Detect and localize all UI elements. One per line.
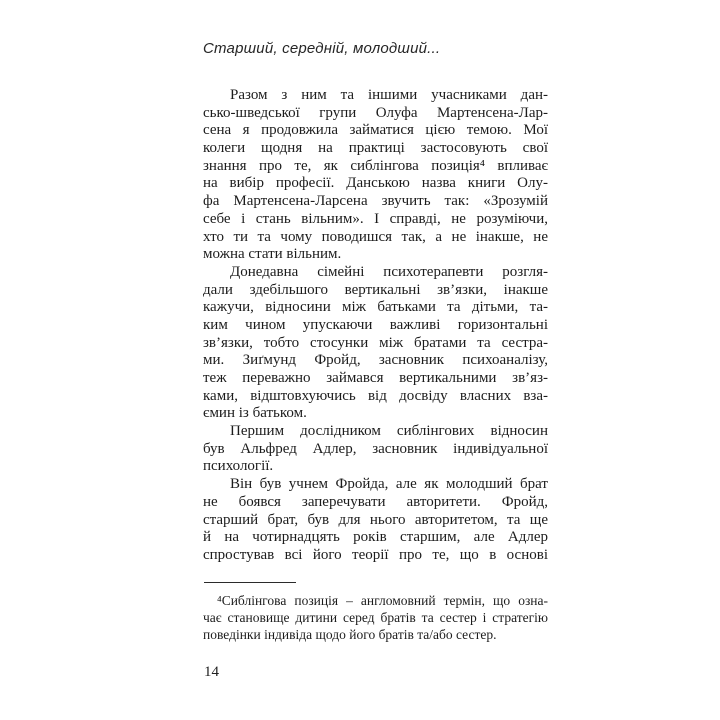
text-line: колеги щодня на практиці застосовують свої [203,140,548,157]
text-line: був Альфред Адлер, засновник індивідуальної [203,440,548,457]
running-header: Старший, середній, молодший... [203,40,441,57]
text-line: кажучи, відносини між батьками та дітьми, та- [203,299,548,316]
text-line: фа Мартенсена-Ларсена звучить так: «Зрозумій [203,193,548,210]
footnote-line: чає становище дитини серед братів та сестер і стратегію [203,610,548,625]
text-line: ками, відштовхуючись від досвіду власних вза- [203,387,548,404]
text-line: Донедавна сімейні психотерапевти розгля- [230,263,548,280]
footnote-line: ⁴Сиблінгова позиція – англомовний термін, що озна- [217,593,548,608]
text-line: психології. [203,458,274,475]
text-line: й на чотирнадцять років старшим, але Адлер [203,529,548,546]
page-number: 14 [204,664,219,680]
text-line: сько-шведської групи Олуфа Мартенсена-Лар- [203,104,548,121]
text-line: спростував всі його теорії про те, що в основі [203,546,548,563]
text-line: ємин із батьком. [203,405,307,422]
text-line: хто ти та чому поводишся так, а не інакше, не [203,228,548,245]
footnote [203,592,548,643]
footnote-line: поведінки індивіда щодо його братів та/або сестер. [203,627,497,642]
footnote-separator [204,582,296,583]
text-line: не боявся заперечувати авторитети. Фройд, [203,493,548,510]
text-line: зв’язки, тобто стосунки між братами та сестра- [203,334,548,351]
text-line: теж переважно займався вертикальними зв’яз- [203,370,548,386]
text-line: старший брат, був для нього авторитетом, та ще [203,511,548,528]
text-line: дали здебільшого вертикальні зв’язки, інакше [203,281,548,298]
text-line: себе і стань вільним». І справді, не розуміючи, [203,210,548,227]
text-line: знання про те, як сиблінгова позиція⁴ впливає [203,157,548,174]
text-line: ким чином упускаючи важливі горизонтальні [203,316,548,333]
text-line: сена я продовжила займатися цією темою. Мої [203,122,548,139]
text-line: на вибір професії. Данською назва книги Олу- [203,175,548,192]
text-line: Разом з ним та іншими учасниками дан- [230,87,548,103]
text-line: Він був учнем Фройда, але як молодший брат [230,476,548,493]
body-text [203,87,548,565]
text-line: можна стати вільним. [203,246,342,263]
text-line: Першим дослідником сиблінгових відносин [230,423,548,440]
text-line: ми. Зиґмунд Фройд, засновник психоаналізу, [203,352,548,369]
